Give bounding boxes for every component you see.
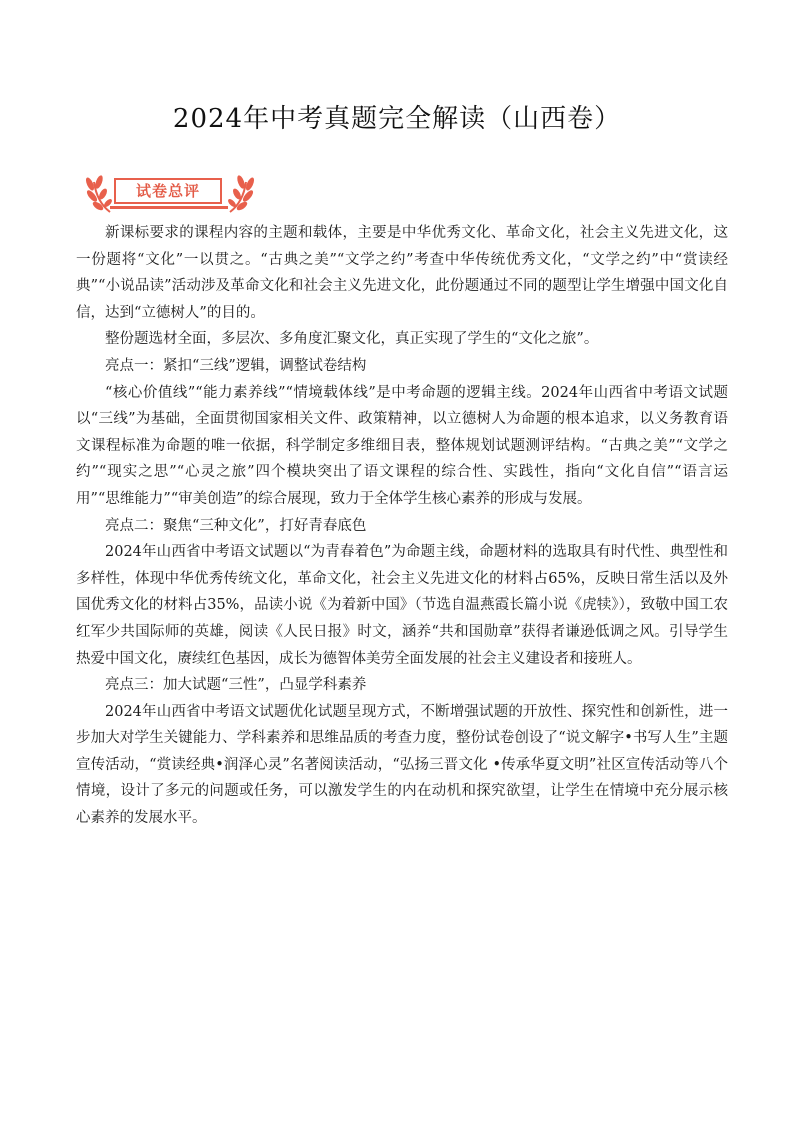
highlight-heading-2: 亮点二：聚焦“三种文化”，打好青春底色 [105, 517, 367, 534]
highlight-heading-1: 亮点一：紧扣“三线”逻辑，调整试卷结构 [105, 357, 367, 374]
section-label: 试卷总评 [114, 178, 222, 204]
body-content [76, 220, 728, 832]
section-badge [80, 172, 260, 216]
highlight-paragraph-1: “核心价值线”“能力素养线”“情境载体线”是中考命题的逻辑主线。2024年山西省中考语文试题以“三线”为基础，全面贯彻国家相关文件、政策精神，以立德树人为命题的根本追求，以义务教育语文课程标准为命题的唯一依据，科学制定多维细目表，整体规划试题测评结构。“古典之美”“文学之约”“现实之思”“心灵之旅”四个模块突出了语文课程的综合性、实践性，指向“文化自信”“语言运用”“思维能力”“审美创造”的综合展现，致力于全体学生核心素养的形成与发展。 [76, 384, 728, 507]
highlight-paragraph-2: 2024年山西省中考语文试题以“为青春着色”为命题主线，命题材料的选取具有时代性、典型性和多样性，体现中华优秀传统文化，革命文化，社会主义先进文化的材料占65%，反映日常生活以及外国优秀文化的材料占35%，品读小说《为着新中国》（节选自温燕霞长篇小说《虎犊》），致敬中国工农红军少共国际师的英雄，阅读《人民日报》时文，涵养“共和国勋章”获得者谦逊低调之风。引导学生热爱中国文化，赓续红色基因，成长为德智体美劳全面发展的社会主义建设者和接班人。 [76, 544, 728, 667]
highlight-paragraph-3: 2024年山西省中考语文试题优化试题呈现方式，不断增强试题的开放性、探究性和创新性，进一步加大对学生关键能力、学科素养和思维品质的考查力度，整份试卷创设了“说文解字•书写人生”主题宣传活动，“赏读经典•润泽心灵”名著阅读活动，“弘扬三晋文化 •传承华夏文明”社区宣传活动等八个情境，设计了多元的问题或任务，可以激发学生的内在动机和探究欲望，让学生在情境中充分展示核心素养的发展水平。 [76, 703, 728, 827]
section-underline [110, 206, 228, 209]
page-title: 2024年中考真题完全解读（山西卷） [172, 104, 622, 134]
paragraph-intro: 新课标要求的课程内容的主题和载体，主要是中华优秀文化、革命文化，社会主义先进文化，这一份题将“文化”一以贯之。“古典之美”“文学之约”考查中华传统优秀文化，“文学之约”中“赏读经典”“小说品读”活动涉及革命文化和社会主义先进文化，此份题通过不同的题型让学生增强中国文化自信，达到“立德树人”的目的。 [76, 225, 728, 321]
paragraph-summary: 整份题选材全面，多层次、多角度汇聚文化，真正实现了学生的“文化之旅”。 [105, 331, 599, 348]
highlight-heading-3: 亮点三：加大试题“三性”，凸显学科素养 [105, 677, 367, 694]
